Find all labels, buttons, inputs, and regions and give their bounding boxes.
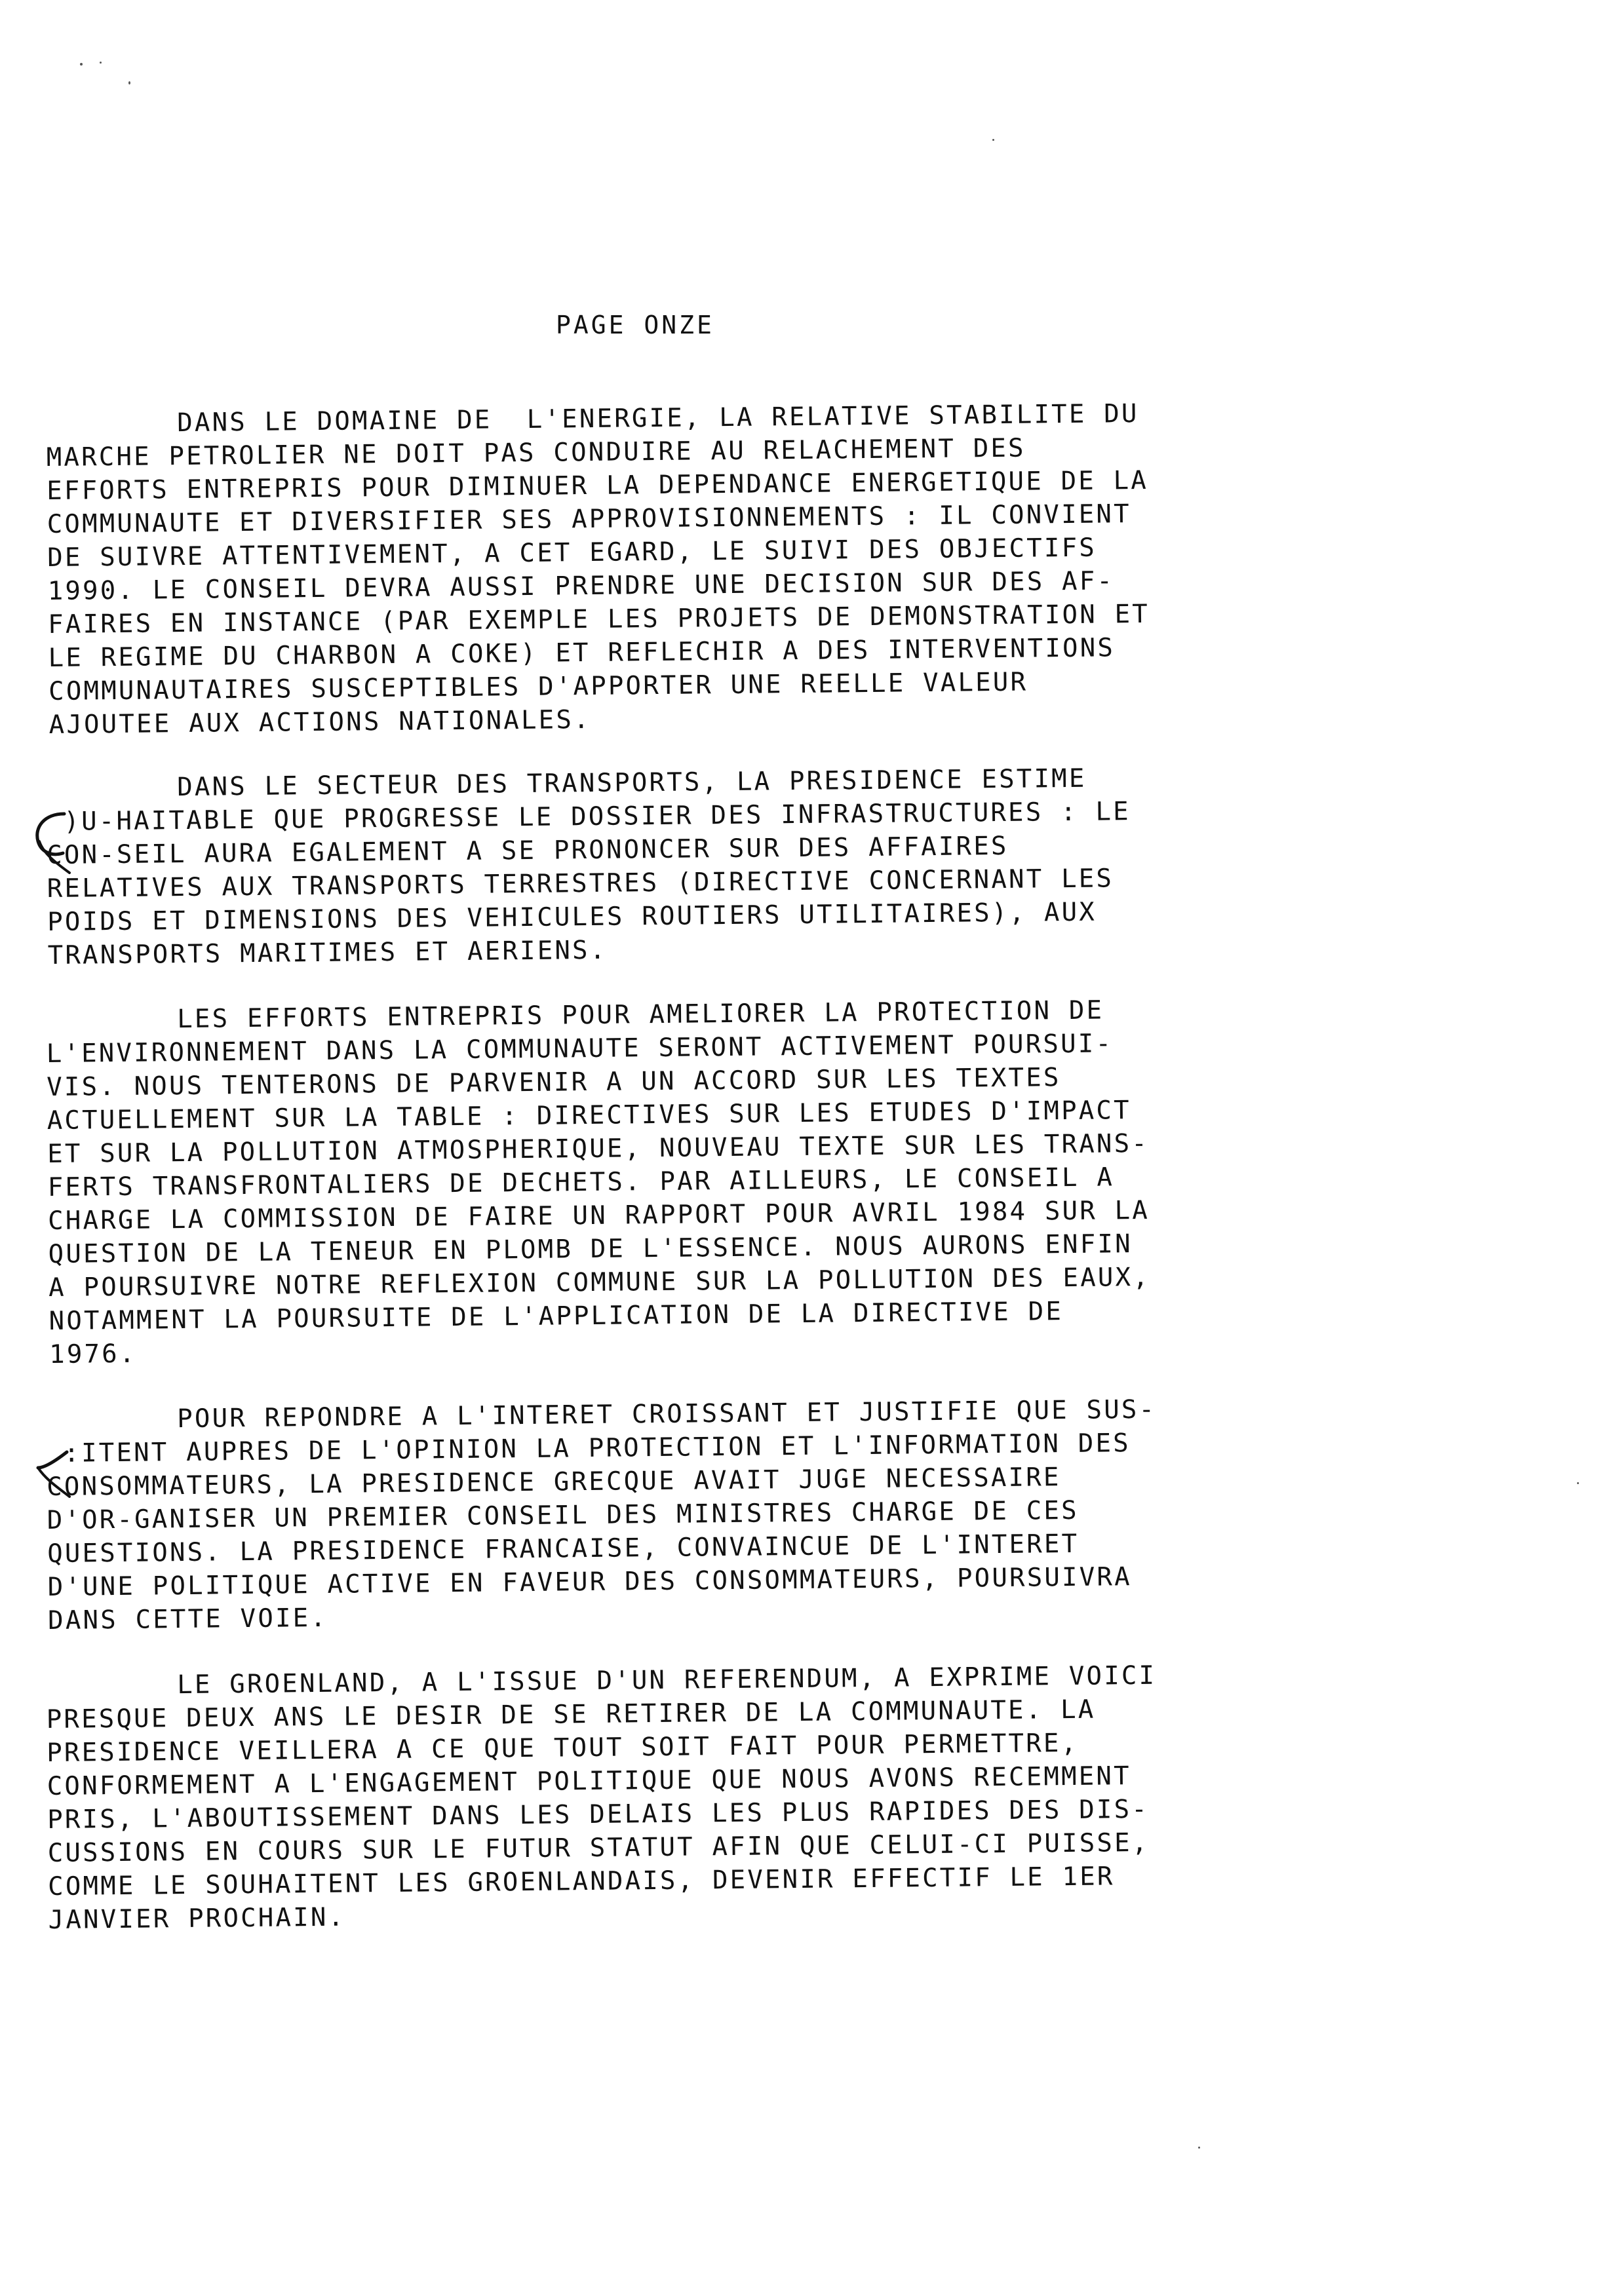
text-line: D'UNE POLITIQUE ACTIVE EN FAVEUR DES CONSOMMATEURS, POURSUIVRA: [47, 1562, 1133, 1602]
text-line: D'OR-GANISER UN PREMIER CONSEIL DES MINISTRES CHARGE DE CES: [47, 1495, 1079, 1535]
text-line: FAIRES EN INSTANCE (PAR EXEMPLE LES PROJETS DE DEMONSTRATION ET: [47, 599, 1150, 640]
text-line: CHARGE LA COMMISSION DE FAIRE UN RAPPORT POUR AVRIL 1984 SUR LA: [47, 1195, 1150, 1236]
text-line: EFFORTS ENTREPRIS POUR DIMINUER LA DEPENDANCE ENERGETIQUE DE LA: [47, 465, 1149, 506]
text-line: PRESQUE DEUX ANS LE DESIR DE SE RETIRER DE LA COMMUNAUTE. LA: [46, 1694, 1096, 1734]
text-line: LE REGIME DU CHARBON A COKE) ET REFLECHIR A DES INTERVENTIONS: [48, 633, 1116, 673]
scan-speck: [1577, 1482, 1579, 1484]
text-line: DE SUIVRE ATTENTIVEMENT, A CET EGARD, LE SUIVI DES OBJECTIFS: [47, 533, 1097, 573]
scan-speck: [80, 63, 83, 66]
text-line: QUESTION DE LA TENEUR EN PLOMB DE L'ESSENCE. NOUS AURONS ENFIN: [48, 1229, 1133, 1269]
text-line: COMMUNAUTAIRES SUSCEPTIBLES D'APPORTER UNE REELLE VALEUR: [48, 667, 1028, 706]
text-line: CUSSIONS EN COURS SUR LE FUTUR STATUT AFIN QUE CELUI-CI PUISSE,: [47, 1827, 1150, 1868]
paragraph-consumers: [46, 1392, 1280, 1637]
text-line: LES EFFORTS ENTREPRIS POUR AMELIORER LA PROTECTION DE: [177, 995, 1104, 1035]
page-title: PAGE ONZE: [556, 311, 714, 339]
text-line: ET SUR LA POLLUTION ATMOSPHERIQUE, NOUVEAU TEXTE SUR LES TRANS-: [47, 1128, 1150, 1169]
text-line: AJOUTEE AUX ACTIONS NATIONALES.: [49, 705, 591, 740]
scan-speck: [992, 139, 994, 141]
text-line: :ITENT AUPRES DE L'OPINION LA PROTECTION ET L'INFORMATION DES: [46, 1428, 1131, 1468]
text-line: FERTS TRANSFRONTALIERS DE DECHETS. PAR AILLEURS, LE CONSEIL A: [47, 1162, 1115, 1202]
text-line: PRESIDENCE VEILLERA A CE QUE TOUT SOIT FAIT POUR PERMETTRE,: [47, 1728, 1079, 1768]
paragraph-energy: [46, 396, 1281, 742]
text-line: )U-HAITABLE QUE PROGRESSE LE DOSSIER DES INFRASTRUCTURES : LE: [46, 797, 1131, 837]
scan-speck: [128, 81, 130, 85]
text-line: DANS CETTE VOIE.: [47, 1603, 328, 1636]
text-line: 1976.: [49, 1339, 137, 1369]
paragraph-environment: [46, 992, 1281, 1371]
scan-speck: [100, 62, 102, 64]
scan-speck: [1198, 2147, 1200, 2149]
text-line: QUESTIONS. LA PRESIDENCE FRANCAISE, CONVAINCUE DE L'INTERET: [47, 1529, 1080, 1569]
text-line: DANS LE SECTEUR DES TRANSPORTS, LA PRESIDENCE ESTIME: [177, 763, 1087, 803]
text-line: JANVIER PROCHAIN.: [48, 1902, 346, 1935]
text-line: L'ENVIRONNEMENT DANS LA COMMUNAUTE SERONT ACTIVEMENT POURSUI-: [46, 1029, 1114, 1069]
text-line: RELATIVES AUX TRANSPORTS TERRESTRES (DIRECTIVE CONCERNANT LES: [47, 864, 1114, 904]
text-line: MARCHE PETROLIER NE DOIT PAS CONDUIRE AU RELACHEMENT DES: [46, 433, 1026, 472]
text-line: CONFORMEMENT A L'ENGAGEMENT POLITIQUE QUE NOUS AVONS RECEMMENT: [47, 1761, 1132, 1801]
text-line: VIS. NOUS TENTERONS DE PARVENIR A UN ACCORD SUR LES TEXTES: [47, 1063, 1061, 1102]
text-line: COMME LE SOUHAITENT LES GROENLANDAIS, DEVENIR EFFECTIF LE 1ER: [47, 1862, 1115, 1902]
text-line: A POURSUIVRE NOTRE REFLEXION COMMUNE SUR LA POLLUTION DES EAUX,: [48, 1262, 1151, 1303]
paragraph-greenland: [46, 1658, 1281, 1937]
text-line: POIDS ET DIMENSIONS DES VEHICULES ROUTIERS UTILITAIRES), AUX: [47, 897, 1097, 937]
paragraph-transports: [46, 760, 1280, 972]
text-line: NOTAMMENT LA POURSUITE DE L'APPLICATION DE LA DIRECTIVE DE: [49, 1297, 1064, 1336]
text-line: CONSOMMATEURS, LA PRESIDENCE GRECQUE AVAIT JUGE NECESSAIRE: [47, 1463, 1061, 1502]
text-line: DANS LE DOMAINE DE L'ENERGIE, LA RELATIVE STABILITE DU: [177, 398, 1139, 438]
text-line: LE GROENLAND, A L'ISSUE D'UN REFERENDUM, A EXPRIME VOICI: [177, 1660, 1157, 1700]
text-line: COMMUNAUTE ET DIVERSIFIER SES APPROVISIONNEMENTS : IL CONVIENT: [47, 499, 1132, 539]
text-line: PRIS, L'ABOUTISSEMENT DANS LES DELAIS LES PLUS RAPIDES DES DIS-: [47, 1794, 1150, 1835]
text-line: ACTUELLEMENT SUR LA TABLE : DIRECTIVES SUR LES ETUDES D'IMPACT: [47, 1096, 1132, 1136]
text-line: CON-SEIL AURA EGALEMENT A SE PRONONCER SUR DES AFFAIRES: [47, 831, 1009, 870]
text-line: POUR REPONDRE A L'INTERET CROISSANT ET JUSTIFIE QUE SUS-: [177, 1394, 1157, 1434]
text-line: TRANSPORTS MARITIMES ET AERIENS.: [47, 935, 608, 970]
text-line: 1990. LE CONSEIL DEVRA AUSSI PRENDRE UNE DECISION SUR DES AF-: [47, 566, 1115, 606]
